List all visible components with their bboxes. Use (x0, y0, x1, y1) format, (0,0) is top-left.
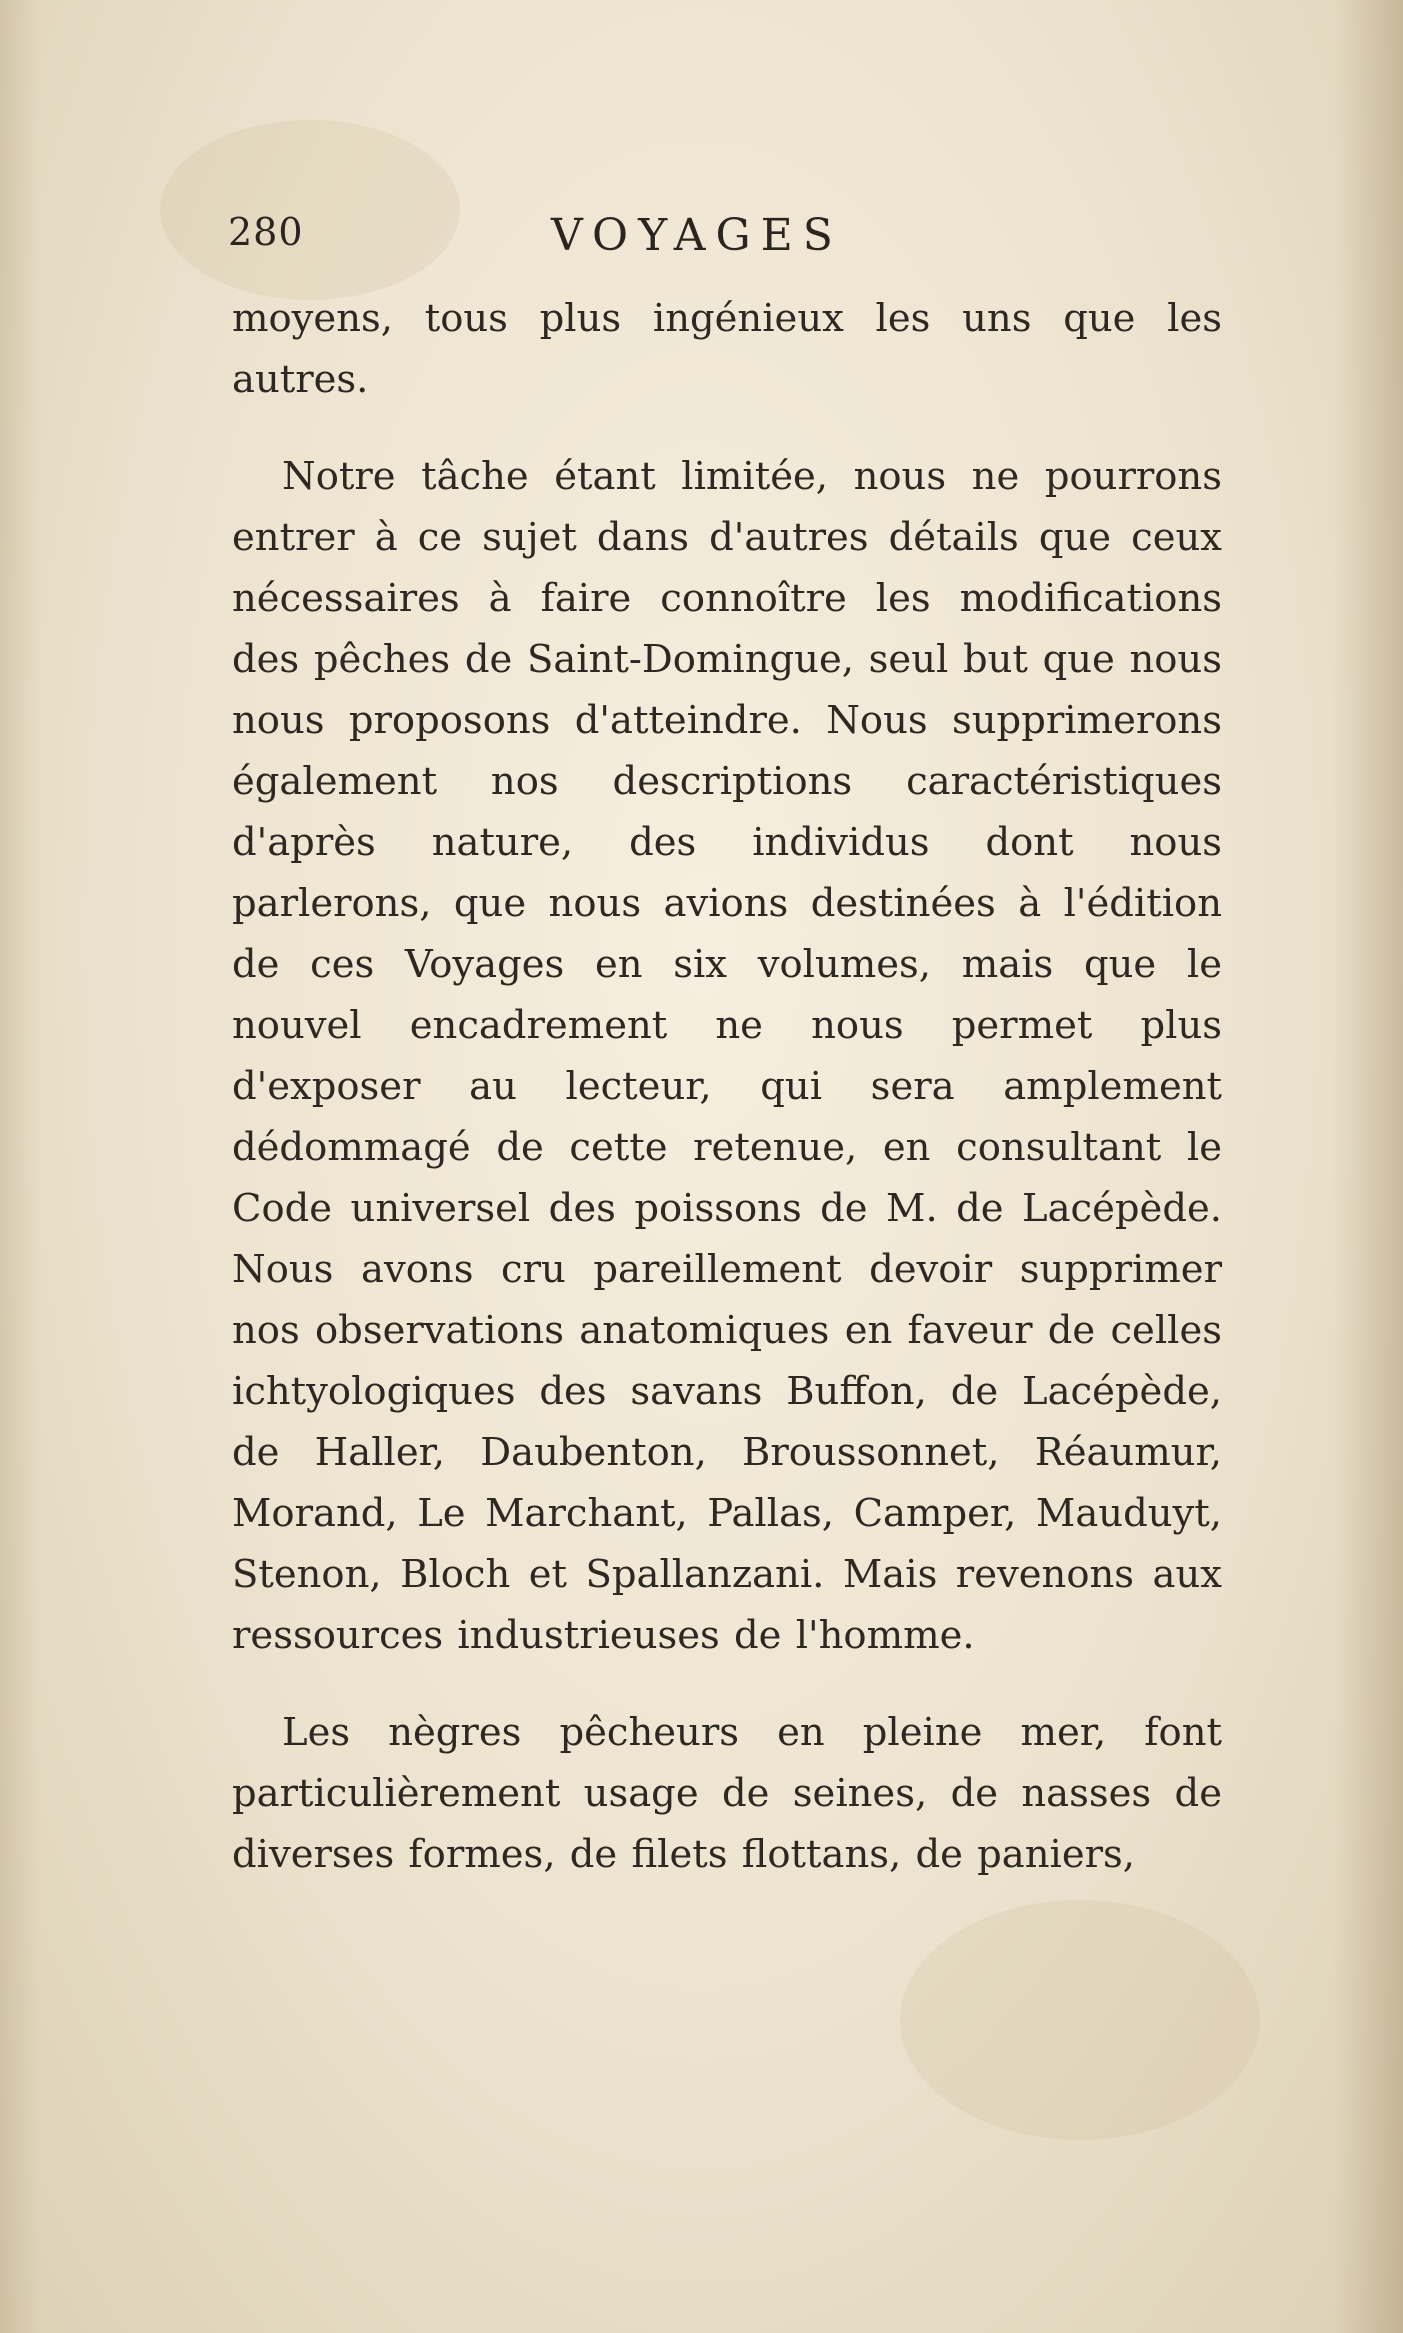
running-title: VOYAGES (551, 210, 843, 261)
page-number: 280 (228, 210, 304, 254)
paragraph-continuation: moyens, tous plus ingénieux les uns que les autres. (232, 296, 1222, 402)
paper-stain (900, 1900, 1260, 2140)
paragraph: Notre tâche étant limitée, nous ne pourrons entrer à ce sujet dans d'autres détails que ceux nécessaires à faire connoître les modifications des pêches de Saint-Domingue, seul but que nous nous proposons d'atteindre. Nous supprimerons également nos descriptions caractéristiques d'après nature, des individus dont nous parlerons, que nous avions destinées à l'édition de ces Voyages en six volumes, mais que le nouvel encadrement ne nous permet plus d'exposer au lecteur, qui sera amplement dédommagé de cette retenue, en consultant le Code universel des poissons de M. de Lacépède. Nous avons cru pareillement devoir supprimer nos observations anatomiques en faveur de celles ichtyologiques des savans Buffon, de Lacépède, de Haller, Daubenton, Broussonnet, Réaumur, Morand, Le Marchant, Pallas, Camper, Mauduyt, Stenon, Bloch et Spallanzani. Mais revenons aux ressources industrieuses de l'homme. (232, 454, 1222, 1658)
page-header (228, 210, 1228, 270)
page-left-shadow (0, 0, 40, 2333)
body-text (232, 288, 1222, 1885)
page-right-shadow (1333, 0, 1403, 2333)
paragraph: Les nègres pêcheurs en pleine mer, font particulièrement usage de seines, de nasses de diverses formes, de filets flottans, de paniers, (232, 1710, 1222, 1877)
